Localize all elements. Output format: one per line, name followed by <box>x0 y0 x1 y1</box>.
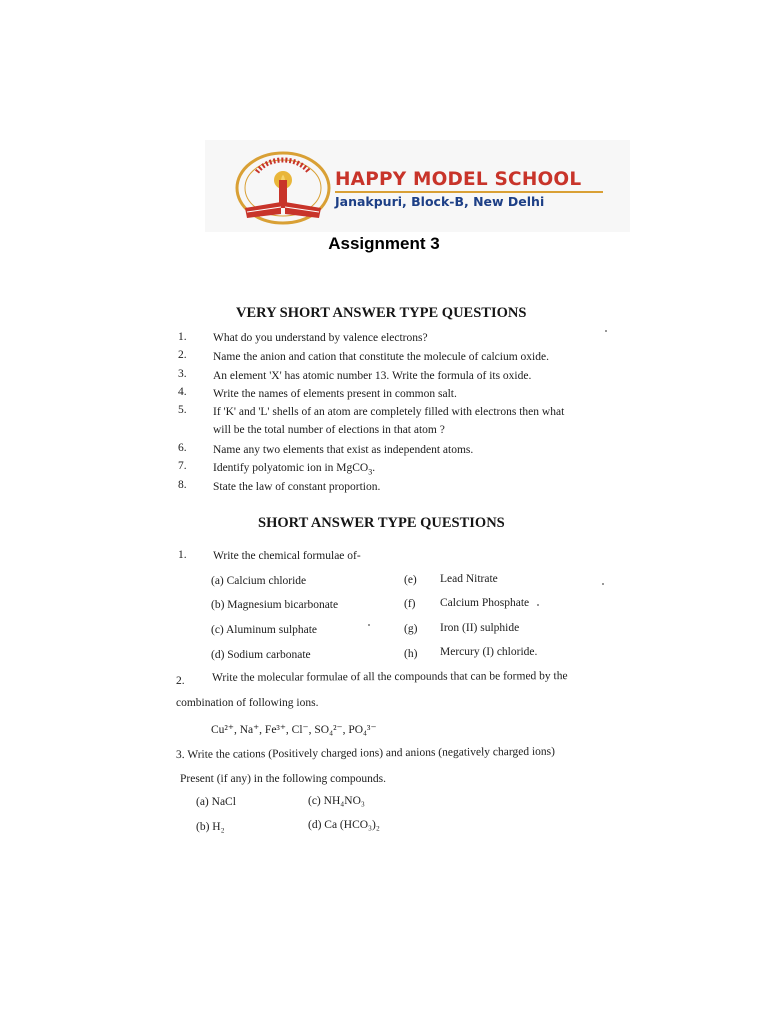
question-text <box>213 462 375 476</box>
option-letter: (f) <box>404 598 416 610</box>
scan-speck <box>368 624 370 626</box>
option-item: (c) Aluminum sulphate <box>211 624 318 636</box>
question-number: 2. <box>178 349 187 361</box>
school-logo <box>235 150 331 226</box>
question-text: What do you understand by valence electrons? <box>213 332 428 344</box>
school-name: HAPPY MODEL SCHOOL <box>335 169 582 190</box>
question-text: 3. Write the cations (Positively charged ions) and anions (negatively charged ions) <box>175 745 555 761</box>
school-header <box>205 140 630 232</box>
question-text-continued: will be the total number of elections in that atom ? <box>213 424 445 436</box>
question-number: 2. <box>176 675 185 687</box>
scan-speck <box>605 330 607 332</box>
option-item: (b) Magnesium bicarbonate <box>211 599 339 611</box>
question-text: Write the chemical formulae of- <box>213 550 361 562</box>
ion-list: Cu²⁺, Na⁺, Fe³⁺, Cl⁻, SO₄²⁻, PO₄³⁻ <box>211 724 377 736</box>
option-letter: (g) <box>404 623 418 635</box>
section-title-very-short: VERY SHORT ANSWER TYPE QUESTIONS <box>236 305 527 321</box>
option-item: (d) Ca (HCO₃)₂ <box>308 819 380 831</box>
question-text: Name any two elements that exist as independent atoms. <box>213 444 474 456</box>
question-text: An element 'X' has atomic number 13. Write the formula of its oxide. <box>213 370 532 382</box>
question-number: 1. <box>178 331 187 343</box>
question-number: 6. <box>178 442 187 454</box>
scan-speck <box>537 604 539 606</box>
school-address: Janakpuri, Block-B, New Delhi <box>335 194 545 209</box>
question-number: 5. <box>178 404 187 416</box>
assignment-title: Assignment 3 <box>328 234 440 253</box>
subscript: 3 <box>368 467 373 477</box>
question-text: Name the anion and cation that constitute the molecule of calcium oxide. <box>213 351 549 363</box>
option-item: (a) NaCl <box>196 796 236 808</box>
option-item: (c) NH₄NO₃ <box>308 795 365 807</box>
option-item: (d) Sodium carbonate <box>211 649 311 661</box>
question-text-tail: . <box>372 462 376 474</box>
question-number: 7. <box>178 460 187 472</box>
question-text: If 'K' and 'L' shells of an atom are completely filled with electrons then what <box>213 406 565 418</box>
option-item: Mercury (I) chloride. <box>440 646 538 658</box>
header-divider <box>335 191 603 193</box>
question-text: State the law of constant proportion. <box>213 481 381 493</box>
question-text-continued: combination of following ions. <box>176 697 319 709</box>
option-letter: (e) <box>404 574 417 586</box>
section-title-short: SHORT ANSWER TYPE QUESTIONS <box>258 515 505 531</box>
question-number: 3. <box>178 368 187 380</box>
option-letter: (h) <box>404 648 418 660</box>
question-text-continued: Present (if any) in the following compounds. <box>180 773 387 785</box>
option-item: (b) H₂ <box>196 821 225 833</box>
question-number: 4. <box>178 386 187 398</box>
question-number: 8. <box>178 479 187 491</box>
question-text: Write the names of elements present in common salt. <box>213 388 457 400</box>
question-text: Write the molecular formulae of all the compounds that can be formed by the <box>211 670 568 684</box>
option-item: Calcium Phosphate <box>440 597 530 609</box>
scan-speck <box>602 583 604 585</box>
option-item: (a) Calcium chloride <box>211 575 307 587</box>
question-number: 1. <box>178 549 187 561</box>
option-item: Iron (II) sulphide <box>440 622 520 634</box>
question-text-main: Identify polyatomic ion in MgCO <box>213 462 369 474</box>
option-item: Lead Nitrate <box>440 573 498 585</box>
